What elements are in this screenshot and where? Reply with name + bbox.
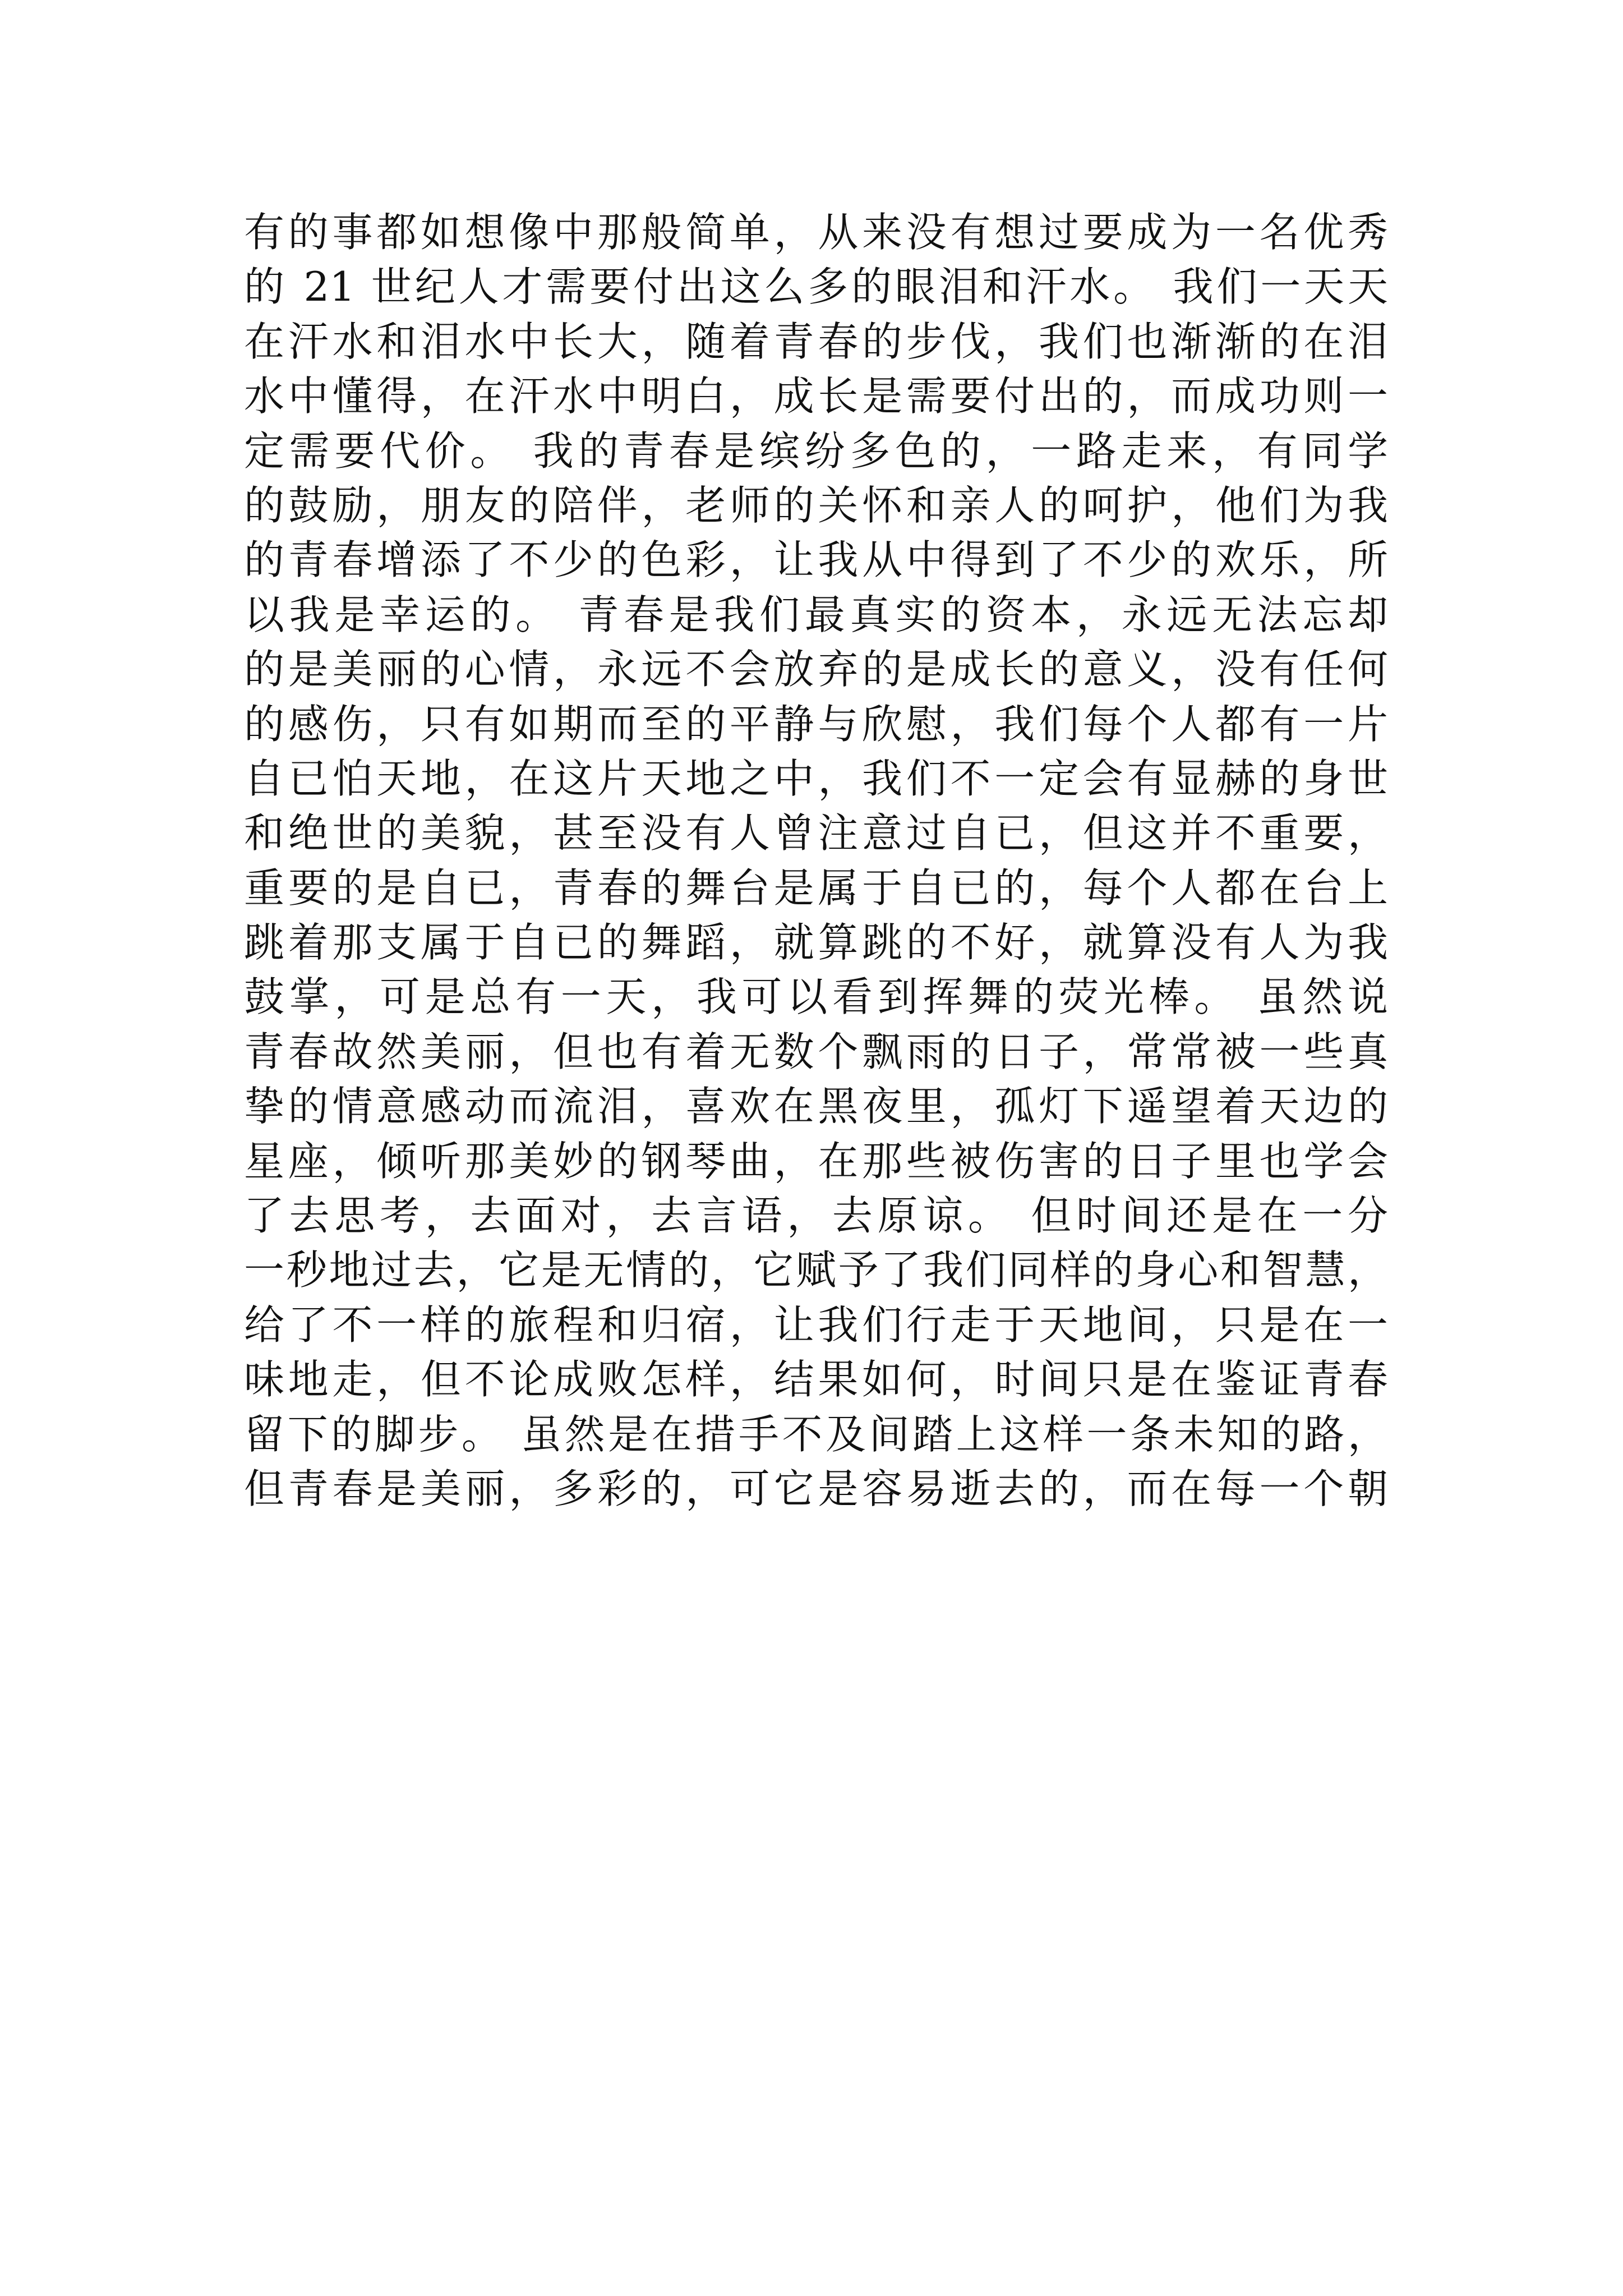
text-line: 水中懂得，在汗水中明白，成长是需要付出的，而成功则一 xyxy=(244,372,1388,420)
text-line: 星座，倾听那美妙的钢琴曲，在那些被伤害的日子里也学会 xyxy=(244,1137,1388,1185)
text-line: 的青春增添了不少的色彩，让我从中得到了不少的欢乐，所 xyxy=(244,536,1388,584)
text-line: 给了不一样的旅程和归宿，让我们行走于天地间，只是在一 xyxy=(244,1301,1388,1349)
text-line: 一秒地过去，它是无情的，它赋予了我们同样的身心和智慧， xyxy=(244,1246,1388,1294)
text-line: 挚的情意感动而流泪，喜欢在黑夜里，孤灯下遥望着天边的 xyxy=(244,1083,1388,1130)
text-line: 有的事都如想像中那般简单，从来没有想过要成为一名优秀 xyxy=(244,209,1388,256)
text-line: 跳着那支属于自已的舞蹈，就算跳的不好，就算没有人为我 xyxy=(244,919,1388,967)
text-line: 留下的脚步。 虽然是在措手不及间踏上这样一条未知的路， xyxy=(244,1410,1388,1458)
text-line: 但青春是美丽，多彩的，可它是容易逝去的，而在每一个朝 xyxy=(244,1465,1388,1512)
text-line: 的 21 世纪人才需要付出这么多的眼泪和汗水。 我们一天天 xyxy=(244,263,1388,311)
text-line: 的鼓励，朋友的陪伴，老师的关怀和亲人的呵护，他们为我 xyxy=(244,481,1388,529)
text-line: 的是美丽的心情，永远不会放弃的是成长的意义，没有任何 xyxy=(244,646,1388,693)
text-line: 自已怕天地，在这片天地之中，我们不一定会有显赫的身世 xyxy=(244,754,1388,802)
text-line: 的感伤，只有如期而至的平静与欣慰，我们每个人都有一片 xyxy=(244,700,1388,748)
text-line: 青春故然美丽，但也有着无数个飘雨的日子，常常被一些真 xyxy=(244,1028,1388,1075)
text-line: 在汗水和泪水中长大，随着青春的步伐，我们也渐渐的在泪 xyxy=(244,318,1388,365)
text-line: 和绝世的美貌，甚至没有人曾注意过自已，但这并不重要， xyxy=(244,809,1388,857)
text-line: 了去思考，去面对，去言语，去原谅。 但时间还是在一分 xyxy=(244,1192,1388,1240)
text-line: 味地走，但不论成败怎样，结果如何，时间只是在鉴证青春 xyxy=(244,1356,1388,1404)
body-text xyxy=(244,205,1388,1516)
text-line: 定需要代价。 我的青春是缤纷多色的，一路走来，有同学 xyxy=(244,427,1388,475)
text-line: 重要的是自已，青春的舞台是属于自已的，每个人都在台上 xyxy=(244,864,1388,912)
text-line: 以我是幸运的。 青春是我们最真实的资本，永远无法忘却 xyxy=(244,591,1388,638)
text-line: 鼓掌，可是总有一天，我可以看到挥舞的荧光棒。 虽然说 xyxy=(244,973,1388,1021)
